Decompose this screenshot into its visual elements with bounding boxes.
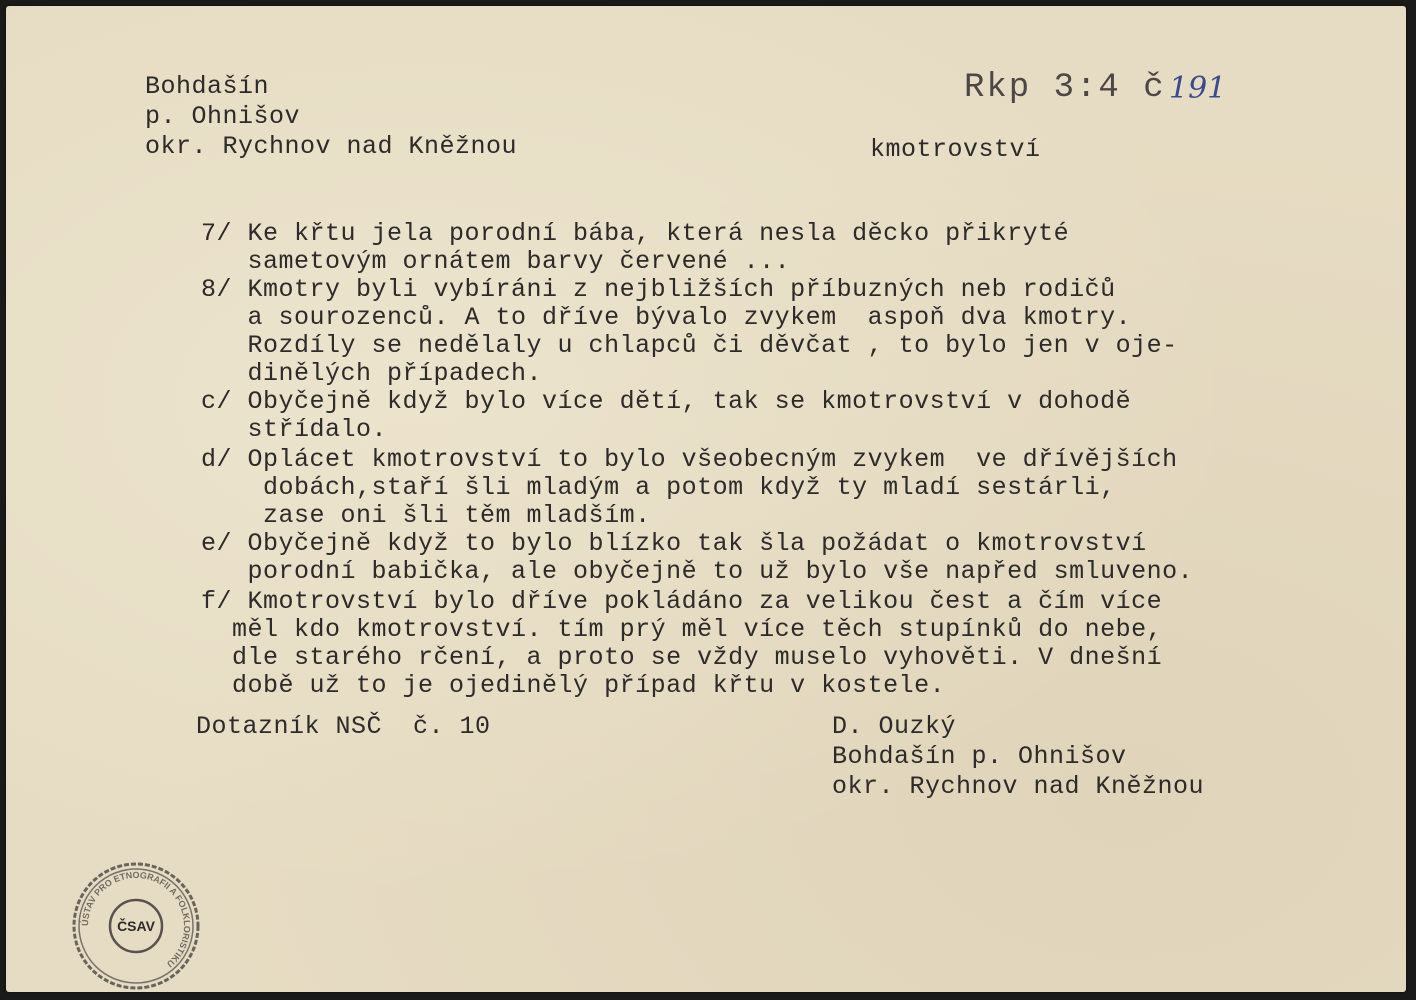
body-line: 7/ Ke křtu jela porodní bába, která nesla děcko přikryté	[201, 219, 1070, 248]
body-line: dle starého rčení, a proto se vždy muselo vyhověti. V dnešní	[201, 643, 1163, 672]
body-line: 8/ Kmotry byli vybíráni z nejbližších příbuzných neb rodičů	[201, 275, 1116, 304]
questionnaire-reference: Dotazník NSČ č. 10	[196, 712, 491, 741]
body-line: c/ Obyčejně když bylo více dětí, tak se kmotrovství v dohodě	[201, 387, 1132, 416]
signature-name: D. Ouzký	[832, 712, 957, 741]
archive-reference: Rkp 3:4 č	[964, 69, 1166, 107]
body-line: Rozdíly se nedělaly u chlapců či děvčat , to bylo jen v oje-	[201, 331, 1178, 360]
address-line-3: okr. Rychnov nad Kněžnou	[145, 132, 518, 161]
body-line: e/ Obyčejně když to bylo blízko tak šla požádat o kmotrovství	[201, 529, 1147, 558]
signature-address-1: Bohdašín p. Ohnišov	[832, 742, 1127, 771]
body-line: porodní babička, ale obyčejně to už bylo vše napřed smluveno.	[201, 557, 1194, 586]
body-line: době už to je ojedinělý případ křtu v kostele.	[201, 671, 946, 700]
signature-address-2: okr. Rychnov nad Kněžnou	[832, 772, 1205, 801]
body-line: f/ Kmotrovství bylo dříve pokládáno za velikou čest a čím více	[201, 587, 1163, 616]
body-line: měl kdo kmotrovství. tím prý měl více těch stupínků do nebe,	[201, 615, 1163, 644]
body-line: d/ Oplácet kmotrovství to bylo všeobecným zvykem ve dřívějších	[201, 445, 1178, 474]
address-line-2: p. Ohnišov	[145, 102, 301, 131]
address-line-1: Bohdašín	[145, 72, 270, 101]
body-line: zase oni šli těm mladším.	[201, 501, 651, 530]
body-line: dinělých případech.	[201, 359, 543, 388]
archive-number: 191	[1169, 71, 1227, 106]
topic-heading: kmotrovství	[870, 135, 1041, 164]
body-line: a sourozenců. A to dříve bývalo zvykem aspoň dva kmotry.	[201, 303, 1132, 332]
body-line: sametovým ornátem barvy červené ...	[201, 247, 791, 276]
stamp-center-text: ČSAV	[117, 918, 155, 934]
institution-stamp	[66, 856, 206, 996]
body-line: střídalo.	[201, 415, 388, 444]
body-line: dobách,staří šli mladým a potom když ty mladí sestárli,	[201, 473, 1116, 502]
archive-card	[6, 6, 1406, 992]
stamp-ring-text: ÚSTAV PRO ETNOGRAFII A FOLKLORISTIKU	[79, 869, 193, 970]
